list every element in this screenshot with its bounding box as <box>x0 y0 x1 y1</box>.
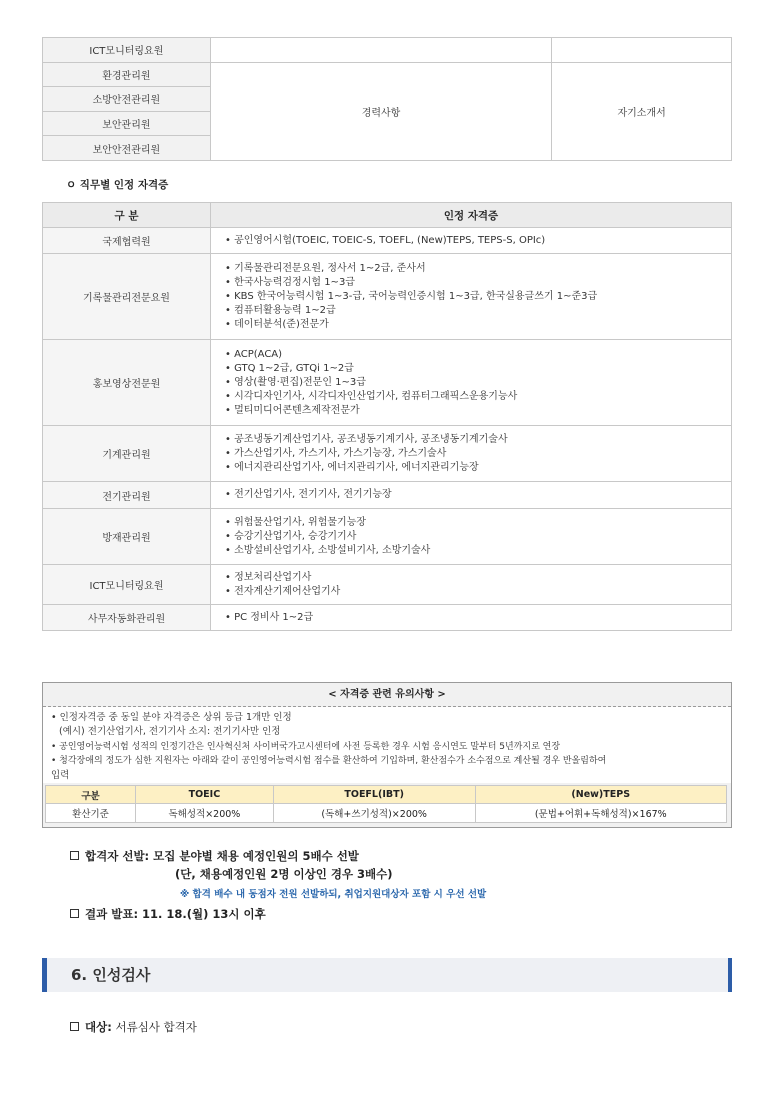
job-cell: 국제협력원 <box>43 228 211 254</box>
job-cell: 홍보영상전문원 <box>43 340 211 426</box>
cert-item: • 영상(촬영·편집)전문인 1~3급 <box>225 376 731 390</box>
target-line <box>70 1019 197 1035</box>
notice-line: 입력 <box>51 769 70 781</box>
cert-item: • 위험물산업기사, 위험물기능장 <box>225 516 731 530</box>
section-title: 6. 인성검사 <box>71 966 151 984</box>
pass-selection-sub: (단, 채용예정인원 2명 이상인 경우 3배수) <box>175 867 393 881</box>
cert-item: • 전자계산기제어산업기사 <box>225 585 731 599</box>
notice-line: • 청각장애의 정도가 심한 지원자는 아래와 같이 공인영어능력시험 점수를 환산하여 기입하며, 환산점수가 소수점으로 계산될 경우 반올림하여 <box>51 756 607 767</box>
cert-item: • ACP(ACA) <box>225 348 731 362</box>
notice-line: • 공인영어능력시험 성적의 인정기간은 인사혁신처 사이버국가고시센터에 사전 등록한 경우 시험 응시연도 말부터 5년까지로 연장 <box>51 741 561 752</box>
section-header <box>42 958 732 992</box>
score-cell: 독해성적×200% <box>136 804 274 823</box>
job-cell: 전기관리원 <box>43 482 211 509</box>
self-intro-cell: 자기소개서 <box>552 62 732 160</box>
job-cell: 방재관리원 <box>43 509 211 565</box>
cert-item: • 시각디자인기사, 시각디자인산업기사, 컴퓨터그래픽스운용기능사 <box>225 390 731 404</box>
target-value: 서류심사 합격자 <box>111 1020 197 1034</box>
cert-list <box>211 340 732 426</box>
role-cell: 소방안전관리원 <box>43 87 211 112</box>
cert-list <box>211 565 732 605</box>
score-header: TOEIC <box>136 786 274 804</box>
empty-cell <box>552 38 732 63</box>
cert-item: • PC 정비사 1~2급 <box>225 611 731 625</box>
pass-selection-line <box>70 848 359 864</box>
cert-list <box>211 509 732 565</box>
score-cell: (문법+어휘+독해성적)×167% <box>475 804 727 823</box>
checkbox-square-icon <box>70 1022 79 1031</box>
pass-selection-note: ※ 합격 배수 내 동점자 전원 선발하되, 취업지원대상자 포함 시 우선 선발 <box>180 889 487 900</box>
role-cell: ICT모니터링요원 <box>43 38 211 63</box>
result-announcement-line <box>70 906 266 922</box>
job-cell: 기계관리원 <box>43 426 211 482</box>
header-certificates: 인정 자격증 <box>211 203 732 228</box>
score-header: (New)TEPS <box>475 786 727 804</box>
job-cell: ICT모니터링요원 <box>43 565 211 605</box>
cert-item: • 승강기산업기사, 승강기기사 <box>225 530 731 544</box>
cert-item: • 공인영어시험(TOEIC, TOEIC-S, TOEFL, (New)TEPS, TEPS-S, OPIc) <box>225 234 731 248</box>
cert-item: • 정보처리산업기사 <box>225 571 731 585</box>
score-header: 구분 <box>46 786 136 804</box>
score-conversion-table <box>45 785 727 823</box>
cert-item: • 전기산업기사, 전기기사, 전기기능장 <box>225 488 731 502</box>
job-cell: 사무자동화관리원 <box>43 605 211 631</box>
certificate-table <box>42 202 732 631</box>
cert-list <box>211 426 732 482</box>
top-role-table <box>42 37 732 161</box>
cert-item: • 기록물관리전문요원, 정사서 1~2급, 준사서 <box>225 262 731 276</box>
notice-line: (예시) 전기산업기사, 전기기사 소지: 전기기사만 인정 <box>59 726 281 738</box>
career-cell: 경력사항 <box>210 62 551 160</box>
score-header: TOEFL(IBT) <box>273 786 475 804</box>
cert-list <box>211 228 732 254</box>
cert-item: • 공조냉동기계산업기사, 공조냉동기계기사, 공조냉동기계기술사 <box>225 433 731 447</box>
cert-list <box>211 605 732 631</box>
cert-item: • 에너지관리산업기사, 에너지관리기사, 에너지관리기능장 <box>225 461 731 475</box>
target-label: 대상: <box>85 1020 112 1034</box>
notice-box <box>42 682 732 828</box>
score-cell: (독해+쓰기성적)×200% <box>273 804 475 823</box>
result-announcement-text: 결과 발표: 11. 18.(월) 13시 이후 <box>85 907 266 921</box>
empty-cell <box>210 38 551 63</box>
role-cell: 환경관리원 <box>43 62 211 87</box>
role-cell: 보안안전관리원 <box>43 136 211 161</box>
cert-list <box>211 482 732 509</box>
cert-item: • 가스산업기사, 가스기사, 가스기능장, 가스기술사 <box>225 447 731 461</box>
section-label: ㅇ 직무별 인정 자격증 <box>66 179 169 191</box>
checkbox-square-icon <box>70 851 79 860</box>
cert-list <box>211 254 732 340</box>
cert-item: • KBS 한국어능력시험 1~3-급, 국어능력인증시험 1~3급, 한국실용글쓰기 1~준3급 <box>225 290 731 304</box>
cert-item: • GTQ 1~2급, GTQi 1~2급 <box>225 362 731 376</box>
cert-item: • 한국사능력검정시험 1~3급 <box>225 276 731 290</box>
cert-item: • 멀티미디어콘텐츠제작전문가 <box>225 404 731 418</box>
notice-title: < 자격증 관련 유의사항 > <box>43 683 731 707</box>
checkbox-square-icon <box>70 909 79 918</box>
cert-item: • 컴퓨터활용능력 1~2급 <box>225 304 731 318</box>
cert-item: • 소방설비산업기사, 소방설비기사, 소방기술사 <box>225 544 731 558</box>
notice-line: • 인정자격증 중 동일 분야 자격증은 상위 등급 1개만 인정 <box>51 712 292 723</box>
header-category: 구 분 <box>43 203 211 228</box>
cert-item: • 데이터분석(준)전문가 <box>225 318 731 332</box>
job-cell: 기록물관리전문요원 <box>43 254 211 340</box>
notice-body <box>43 707 731 783</box>
score-cell: 환산기준 <box>46 804 136 823</box>
role-cell: 보안관리원 <box>43 111 211 136</box>
pass-selection-text: 합격자 선발: 모집 분야별 채용 예정인원의 5배수 선발 <box>85 849 359 863</box>
